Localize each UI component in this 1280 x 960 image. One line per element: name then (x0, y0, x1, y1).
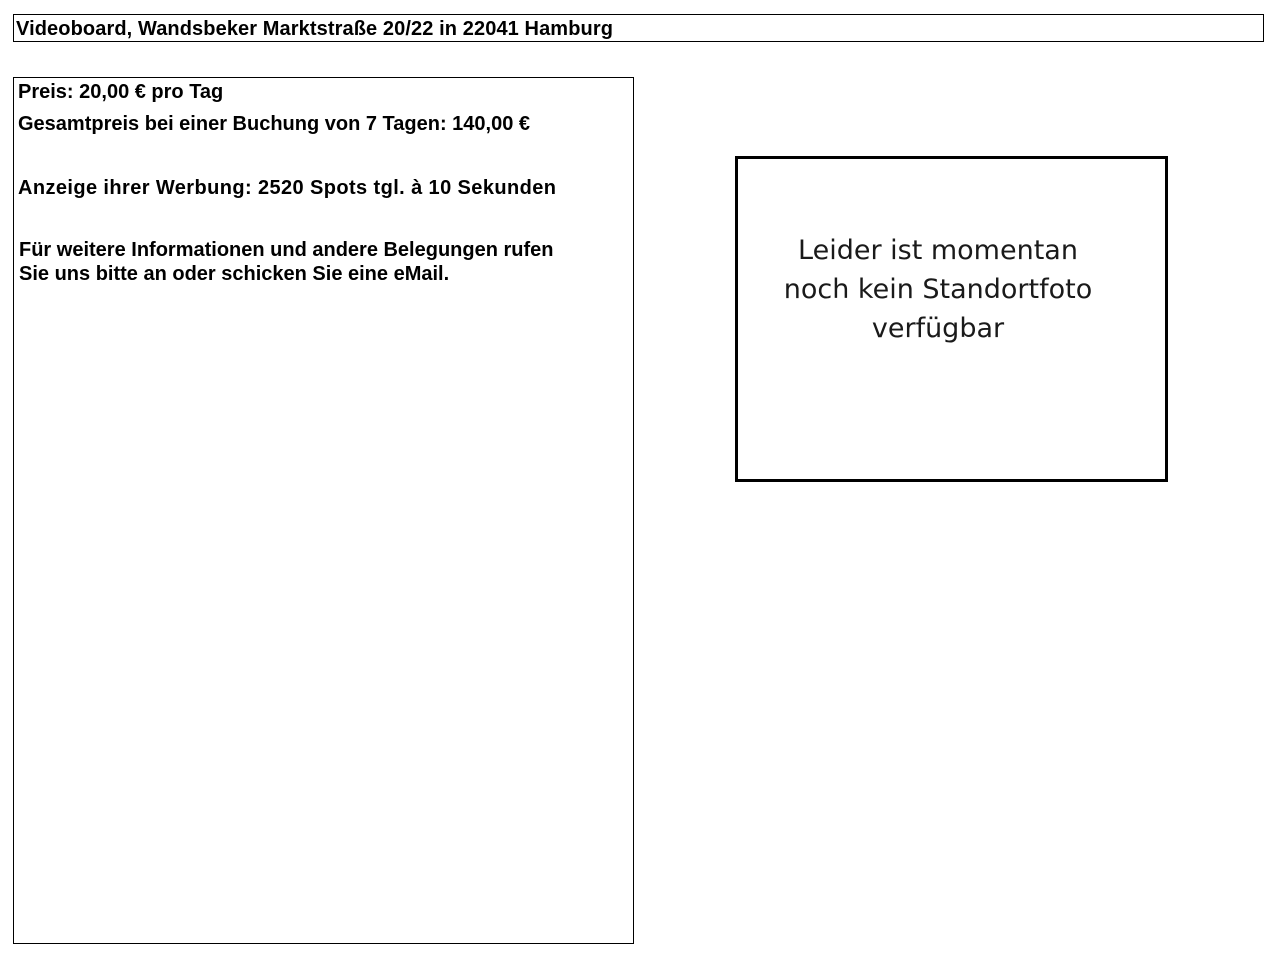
contact-note (19, 238, 619, 286)
photo-placeholder-line: verfügbar (871, 313, 1005, 344)
display-frequency: Anzeige ihrer Werbung: 2520 Spots tgl. à 10 Sekunden (18, 177, 557, 199)
photo-placeholder-line: Leider ist momentan (798, 235, 1078, 266)
price-per-day: Preis: 20,00 € pro Tag (18, 81, 224, 103)
location-photo-placeholder (735, 156, 1168, 482)
location-title: Videoboard, Wandsbeker Marktstraße 20/22 in 22041 Hamburg (16, 18, 614, 40)
photo-placeholder-line: noch kein Standortfoto (783, 274, 1093, 305)
total-price: Gesamtpreis bei einer Buchung von 7 Tagen: 140,00 € (18, 113, 531, 135)
contact-note-line: Sie uns bitte an oder schicken Sie eine eMail. (19, 263, 450, 285)
contact-note-line: Für weitere Informationen und andere Belegungen rufen (19, 239, 554, 261)
location-title-box (13, 14, 1264, 42)
photo-placeholder-message (738, 231, 1138, 348)
offer-info-box (13, 77, 634, 944)
